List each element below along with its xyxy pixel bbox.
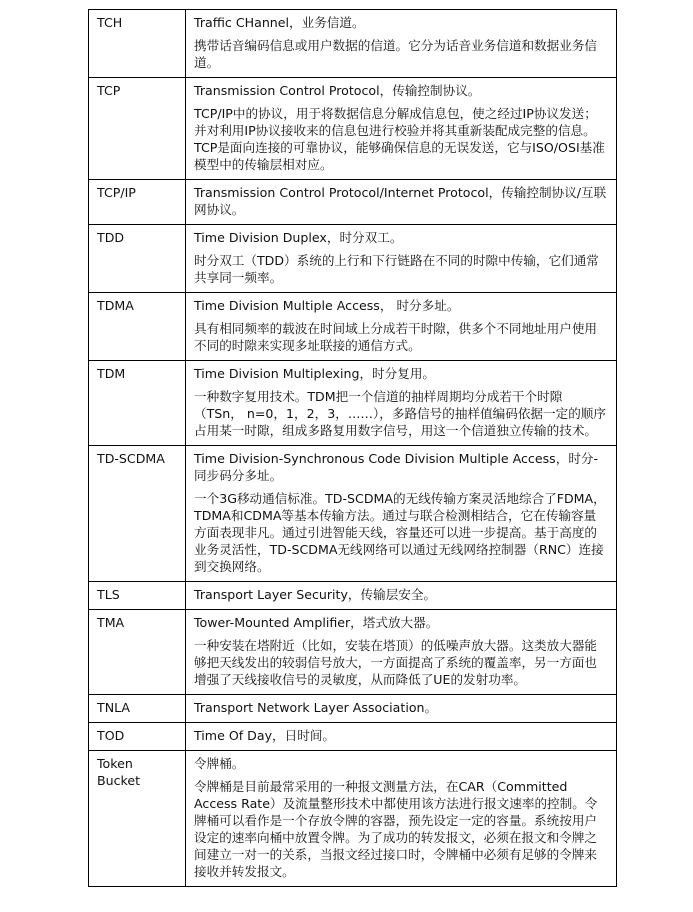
glossary-row-tcp [89,78,617,180]
definition-cell [186,695,617,723]
definition-title: Transport Network Layer Association。 [194,700,438,715]
definition-title: Tower-Mounted Amplifier，塔式放大器。 [194,615,439,630]
definition-cell [186,446,617,582]
term-cell: TCH [89,10,186,78]
definition-title: Transport Layer Security，传输层安全。 [194,587,437,602]
term-cell: Token Bucket [89,751,186,887]
definition-cell [186,582,617,610]
glossary-row-tma [89,610,617,695]
glossary-table [88,9,617,887]
term-cell: TDD [89,225,186,293]
term-cell: TDM [89,361,186,446]
definition-cell [186,723,617,751]
definition-title: Time Division Multiplexing，时分复用。 [194,366,436,381]
glossary-row-td-scdma [89,446,617,582]
definition-title: Traffic CHannel，业务信道。 [194,15,365,30]
definition-text: TCP/IP中的协议，用于将数据信息分解成信息包，使之经过IP协议发送；并对利用IP协议接收来的信息包进行校验并将其重新装配成完整的信息。TCP是面向连接的可靠协议，能够确保信息的无误发送，它与ISO/OSI基准模型中的传输层相对应。 [194,106,605,172]
glossary-row-tcpip [89,180,617,225]
glossary-row-tdm [89,361,617,446]
term-cell: TMA [89,610,186,695]
glossary-row-tnla [89,695,617,723]
definition-cell [186,751,617,887]
definition-text: 一个3G移动通信标准。TD-SCDMA的无线传输方案灵活地综合了FDMA，TDMA和CDMA等基本传输方法。通过与联合检测相结合，它在传输容量方面表现非凡。通过引进智能天线，容量还可以进一步提高。基于高度的业务灵活性，TD-SCDMA无线网络可以通过无线网络控制器（RNC）连接到交换网络。 [194,491,606,574]
definition-cell [186,78,617,180]
term-cell: TDMA [89,293,186,361]
definition-title: Time Division Duplex，时分双工。 [194,230,403,245]
definition-cell [186,225,617,293]
definition-text: 令牌桶是目前最常采用的一种报文测量方法，在CAR（Committed Access Rate）及流量整形技术中都使用该方法进行报文速率的控制。令牌桶可以看作是一个存放令牌的容器，预先设定一定的容量。系统按用户设定的速率向桶中放置令牌。为了成功的转发报文，必须在报文和令牌之间建立一对一的关系，当报文经过接口时，令牌桶中必须有足够的令牌来接收并转发报文。 [194,779,598,879]
definition-title: Time Of Day，日时间。 [194,728,336,743]
definition-title: 令牌桶。 [194,756,245,771]
definition-cell [186,293,617,361]
glossary-row-tdd [89,225,617,293]
definition-text: 具有相同频率的载波在时间域上分成若干时隙，供多个不同地址用户使用不同的时隙来实现多址联接的通信方式。 [194,321,597,353]
glossary-body [89,10,617,887]
term-cell: TLS [89,582,186,610]
term-cell: TD-SCDMA [89,446,186,582]
definition-cell [186,610,617,695]
term-cell: TOD [89,723,186,751]
definition-cell [186,361,617,446]
definition-title: Transmission Control Protocol/Internet Protocol，传输控制协议/互联网协议。 [194,185,607,217]
term-cell: TCP/IP [89,180,186,225]
definition-cell [186,10,617,78]
term-cell: TCP [89,78,186,180]
glossary-row-tdma [89,293,617,361]
glossary-row-tch [89,10,617,78]
glossary-row-tls [89,582,617,610]
term-cell: TNLA [89,695,186,723]
definition-cell [186,180,617,225]
definition-text: 携带话音编码信息或用户数据的信道。它分为话音业务信道和数据业务信道。 [194,38,597,70]
glossary-row-token-bucket [89,751,617,887]
definition-text: 一种数字复用技术。TDM把一个信道的抽样周期均分成若干个时隙（TSn， n=0，1，2，3，……），多路信号的抽样值编码依据一定的顺序占用某一时隙，组成多路复用数字信号，用这一个信道独立传输的技术。 [194,389,606,438]
definition-title: Time Division-Synchronous Code Division Multiple Access，时分-同步码分多址。 [194,451,599,483]
definition-title: Time Division Multiple Access， 时分多址。 [194,298,460,313]
definition-title: Transmission Control Protocol，传输控制协议。 [194,83,481,98]
definition-text: 一种安装在塔附近（比如，安装在塔顶）的低噪声放大器。这类放大器能够把天线发出的较弱信号放大，一方面提高了系统的覆盖率，另一方面也增强了天线接收信号的灵敏度，从而降低了UE的发射功率。 [194,638,597,687]
definition-text: 时分双工（TDD）系统的上行和下行链路在不同的时隙中传输，它们通常共享同一频率。 [194,253,599,285]
glossary-row-tod [89,723,617,751]
